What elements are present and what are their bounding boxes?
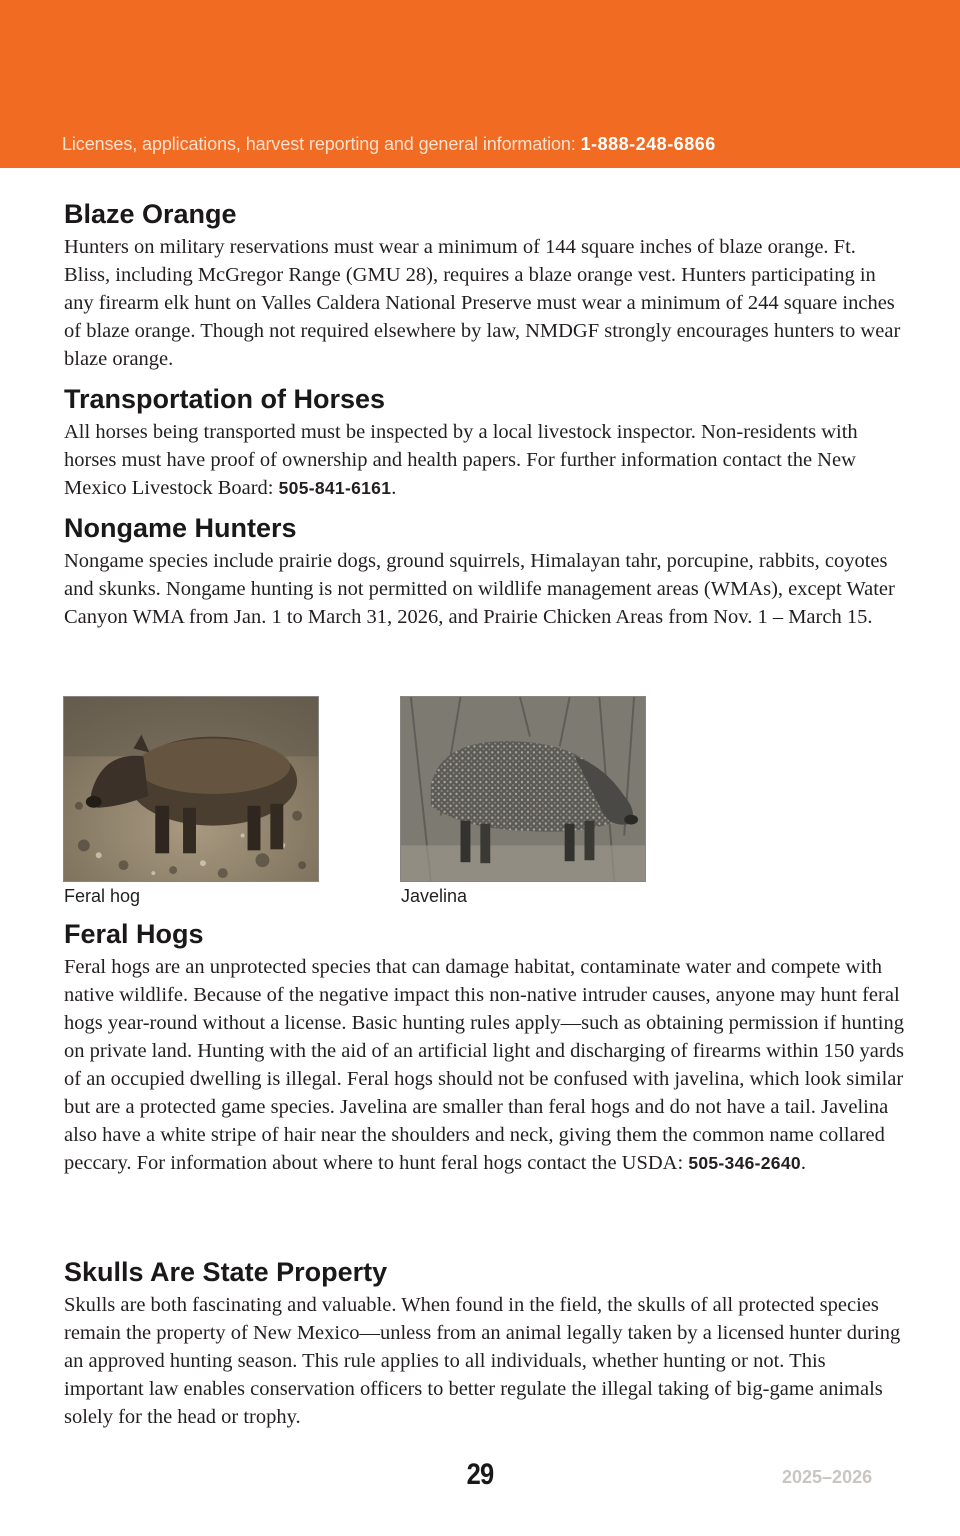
feral-hog-illustration (64, 697, 318, 881)
section-feral-hogs (64, 918, 904, 1177)
nongame-title: Nongame Hunters (64, 513, 297, 543)
feral-hogs-paragraph (64, 953, 904, 1177)
horses-body: All horses being transported must be inspected by a local livestock inspector. Non-residents with horses must have proof of ownership and health papers. For further information contact the New Mexico Livestock Board: (64, 421, 858, 499)
feral-hogs-body: Feral hogs are an unprotected species that can damage habitat, contaminate water and compete with native wildlife. Because of the negative impact this non-native intruder causes, anyone may hunt feral hogs year-round without a license. Basic hunting rules apply—such as obtaining permission if hunting on private land. Hunting with the aid of an artificial light and discharging of firearms within 150 yards of an occupied dwelling is illegal. Feral hogs should not be confused with javelina, which look similar but are a protected game species. Javelina are smaller than feral hogs and do not have a tail. Javelina also have a white stripe of hair near the shoulders and neck, giving them the common name collared peccary. For information about where to hunt feral hogs contact the USDA: (64, 956, 904, 1174)
feral-hog-photo (63, 696, 319, 882)
edition-year: 2025–2026 (782, 1467, 873, 1487)
blaze-orange-title: Blaze Orange (64, 199, 237, 229)
javelina-illustration (401, 697, 645, 881)
javelina-caption: Javelina (401, 886, 468, 906)
javelina-photo (400, 696, 646, 882)
section-blaze-orange (64, 198, 904, 373)
horses-end: . (391, 477, 397, 499)
nongame-body: Nongame species include prairie dogs, ground squirrels, Himalayan tahr, porcupine, rabbits, coyotes and skunks. Nongame hunting is not permitted on wildlife management areas (WMAs), except Water Canyon WMA from Jan. 1 to March 31, 2026, and Prairie Chicken Areas from Nov. 1 – March 15. (64, 550, 895, 628)
skulls-body: Skulls are both fascinating and valuable. When found in the field, the skulls of all protected species remain the property of New Mexico—unless from an animal legally taken by a licensed hunter during an approved hunting season. This rule applies to all individuals, whether hunting or not. This important law enables conservation officers to better regulate the illegal taking of big-game animals solely for the head or trophy. (64, 1294, 901, 1428)
section-nongame (64, 512, 904, 631)
header-info-text: Licenses, applications, harvest reporting and general information: (62, 134, 576, 154)
horses-title: Transportation of Horses (64, 384, 386, 414)
feral-hog-caption: Feral hog (64, 886, 141, 906)
usda-phone: 505-346-2640 (688, 1153, 801, 1173)
section-horses (64, 383, 904, 502)
header-info-line (62, 134, 716, 155)
livestock-board-phone: 505-841-6161 (278, 478, 392, 498)
section-skulls (64, 1256, 904, 1431)
horses-paragraph (64, 418, 904, 502)
skulls-title: Skulls Are State Property (64, 1257, 388, 1287)
page-number: 29 (466, 1458, 494, 1491)
feral-hogs-end: . (800, 1152, 807, 1174)
feral-hogs-title: Feral Hogs (64, 919, 204, 949)
blaze-orange-body: Hunters on military reservations must wear a minimum of 144 square inches of blaze orange. Ft. Bliss, including McGregor Range (GMU 28), requires a blaze orange vest. Hunters participating in any firearm elk hunt on Valles Caldera National Preserve must wear a minimum of 244 square inches of blaze orange. Though not required elsewhere by law, NMDGF strongly encourages hunters to wear blaze orange. (64, 236, 901, 370)
header-bar (0, 0, 960, 168)
header-phone: 1-888-248-6866 (580, 134, 716, 154)
